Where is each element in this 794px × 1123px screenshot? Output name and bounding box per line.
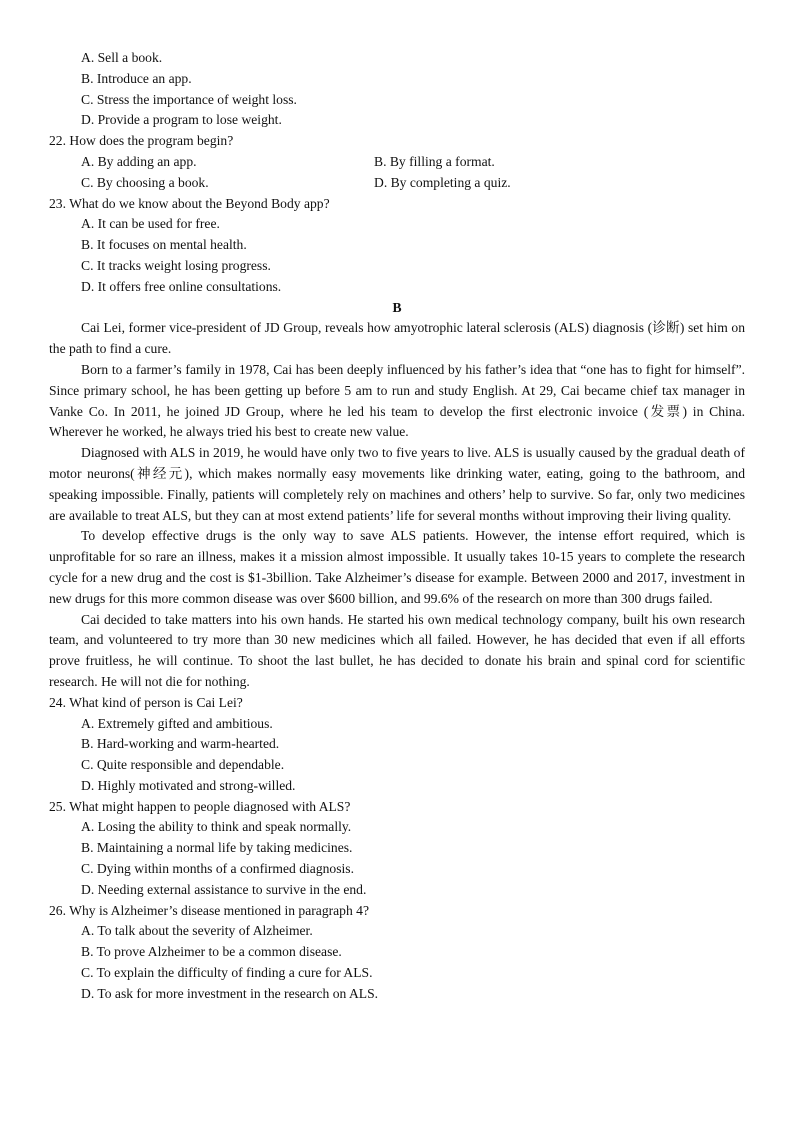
paragraph-1: Cai Lei, former vice-president of JD Group, reveals how amyotrophic lateral sclerosis (ALS) diagnosis (诊断) set him on the path to find a cure. — [49, 320, 745, 357]
option-row — [49, 173, 745, 194]
option-c: C. By choosing a book. — [81, 174, 209, 190]
option-a: A. Sell a book. — [81, 50, 163, 65]
paragraph-5: Cai decided to take matters into his own hands. He started his own medical technology company, built his own research team, and volunteered to try more than 30 new medicines which all failed. However, he has decided that even if all efforts prove fruitless, he will continue. To shoot the last bullet, he has decided to donate his brain and spinal cord for scientific research. He will not die for nothing. — [49, 611, 745, 689]
question-stem: 22. How does the program begin? — [49, 133, 234, 149]
option-b: B. By filling a format. — [374, 153, 495, 169]
option-c: C. To explain the difficulty of finding a cure for ALS. — [81, 965, 373, 981]
option-d: D. To ask for more investment in the research on ALS. — [81, 985, 379, 1001]
option-d: D. Needing external assistance to survive in the end. — [81, 881, 367, 897]
option-a: A. To talk about the severity of Alzheimer. — [81, 923, 313, 939]
question-stem: 26. Why is Alzheimer’s disease mentioned in paragraph 4? — [49, 902, 369, 918]
question-23 — [49, 194, 745, 298]
option-row — [49, 152, 745, 173]
question-stem: 24. What kind of person is Cai Lei? — [49, 694, 243, 710]
option-b: B. Hard-working and warm-hearted. — [81, 736, 280, 752]
option-a: A. By adding an app. — [81, 153, 197, 169]
option-c: C. Stress the importance of weight loss. — [81, 91, 297, 107]
option-b: B. To prove Alzheimer to be a common disease. — [81, 944, 342, 960]
option-c: C. It tracks weight losing progress. — [81, 257, 271, 273]
exam-page — [49, 48, 745, 1005]
option-d: D. By completing a quiz. — [374, 174, 511, 190]
option-a: A. It can be used for free. — [81, 216, 220, 232]
paragraph-2: Born to a farmer’s family in 1978, Cai has been deeply influenced by his father’s idea that “one has to fight for himself”. Since primary school, he has been getting up before 5 am to run and study English. At 29, Cai became chief tax manager in Vanke Co. In 2011, he joined JD Group, where he led his team to develop the first electronic invoice (发票) in China. Wherever he worked, he always tried his best to create new value. — [49, 361, 745, 440]
passage — [49, 318, 745, 692]
section-title: B — [392, 299, 402, 315]
option-d: D. Provide a program to lose weight. — [81, 112, 282, 128]
option-d: D. It offers free online consultations. — [81, 278, 282, 294]
question-stem: 25. What might happen to people diagnosed with ALS? — [49, 798, 351, 814]
question-25 — [49, 797, 745, 901]
paragraph-4: To develop effective drugs is the only way to save ALS patients. However, the intense effort required, which is unprofitable for so rare an illness, makes it a mission almost impossible. It usually takes 10-15 years to complete the research cycle for a new drug and the cost is $1-3billion. Take Alzheimer’s disease for example. Between 2000 and 2017, investment in new drugs for this more common disease was over $600 billion, and 99.6% of the research on more than 300 drugs failed. — [49, 528, 745, 606]
option-d: D. Highly motivated and strong-willed. — [81, 777, 296, 793]
question-22 — [49, 131, 745, 193]
question-26 — [49, 901, 745, 1005]
option-a: A. Extremely gifted and ambitious. — [81, 715, 273, 731]
option-b: B. Maintaining a normal life by taking medicines. — [81, 840, 353, 856]
option-c: C. Quite responsible and dependable. — [81, 757, 285, 773]
question-24 — [49, 693, 745, 797]
question-stem: 23. What do we know about the Beyond Body app? — [49, 195, 330, 211]
option-b: B. It focuses on mental health. — [81, 237, 247, 253]
q21-options — [49, 48, 745, 131]
option-b: B. Introduce an app. — [81, 70, 192, 86]
option-a: A. Losing the ability to think and speak normally. — [81, 819, 352, 835]
option-c: C. Dying within months of a confirmed diagnosis. — [81, 861, 354, 877]
paragraph-3: Diagnosed with ALS in 2019, he would have only two to five years to live. ALS is usually caused by the gradual death of motor neurons(神经元), which makes normally easy movements like drinking water, eating, going to the bathroom, and speaking impossible. Finally, patients will completely rely on machines and others’ help to survive. So far, only two medicines are available to treat ALS, but they can at most extend patients’ life for several months without improving their living quality. — [49, 445, 745, 523]
